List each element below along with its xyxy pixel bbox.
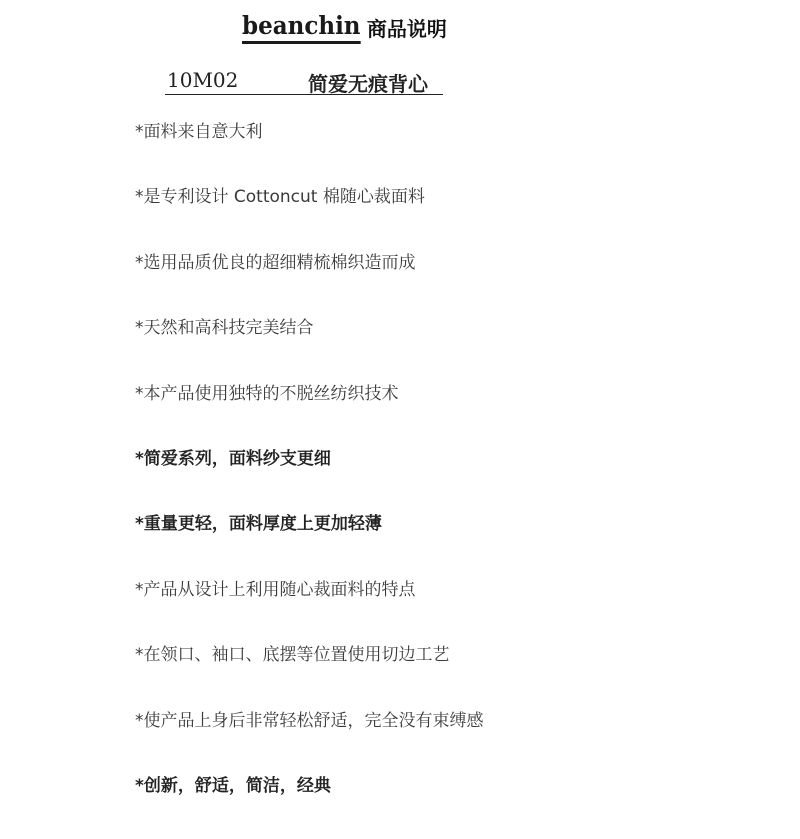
feature-item: *面料来自意大利	[135, 122, 263, 142]
feature-item: *使产品上身后非常轻松舒适，完全没有束缚感	[135, 710, 484, 731]
brand-logo: beanchin	[242, 11, 361, 44]
feature-item: *天然和高科技完美结合	[135, 318, 314, 339]
feature-item: *简爱系列，面料纱支更细	[135, 448, 331, 469]
feature-item: *选用品质优良的超细精梳棉织造而成	[135, 252, 416, 273]
feature-list	[135, 120, 484, 839]
feature-item: *本产品使用独特的不脱丝纺织技术	[135, 383, 399, 404]
feature-item: *重量更轻，面料厚度上更加轻薄	[135, 514, 382, 535]
feature-item: *创新，舒适，简洁，经典	[135, 775, 331, 796]
page-title: 商品说明	[366, 17, 447, 41]
page-header	[242, 4, 447, 44]
feature-item: *产品从设计上利用随心裁面料的特点	[135, 579, 416, 600]
product-code: 10M02	[167, 68, 239, 92]
product-heading	[165, 66, 443, 95]
feature-item: *在领口、袖口、底摆等位置使用切边工艺	[135, 645, 450, 666]
feature-item: *是专利设计 Cottoncut 棉随心裁面料	[135, 187, 425, 208]
product-name: 简爱无痕背心	[308, 72, 428, 96]
